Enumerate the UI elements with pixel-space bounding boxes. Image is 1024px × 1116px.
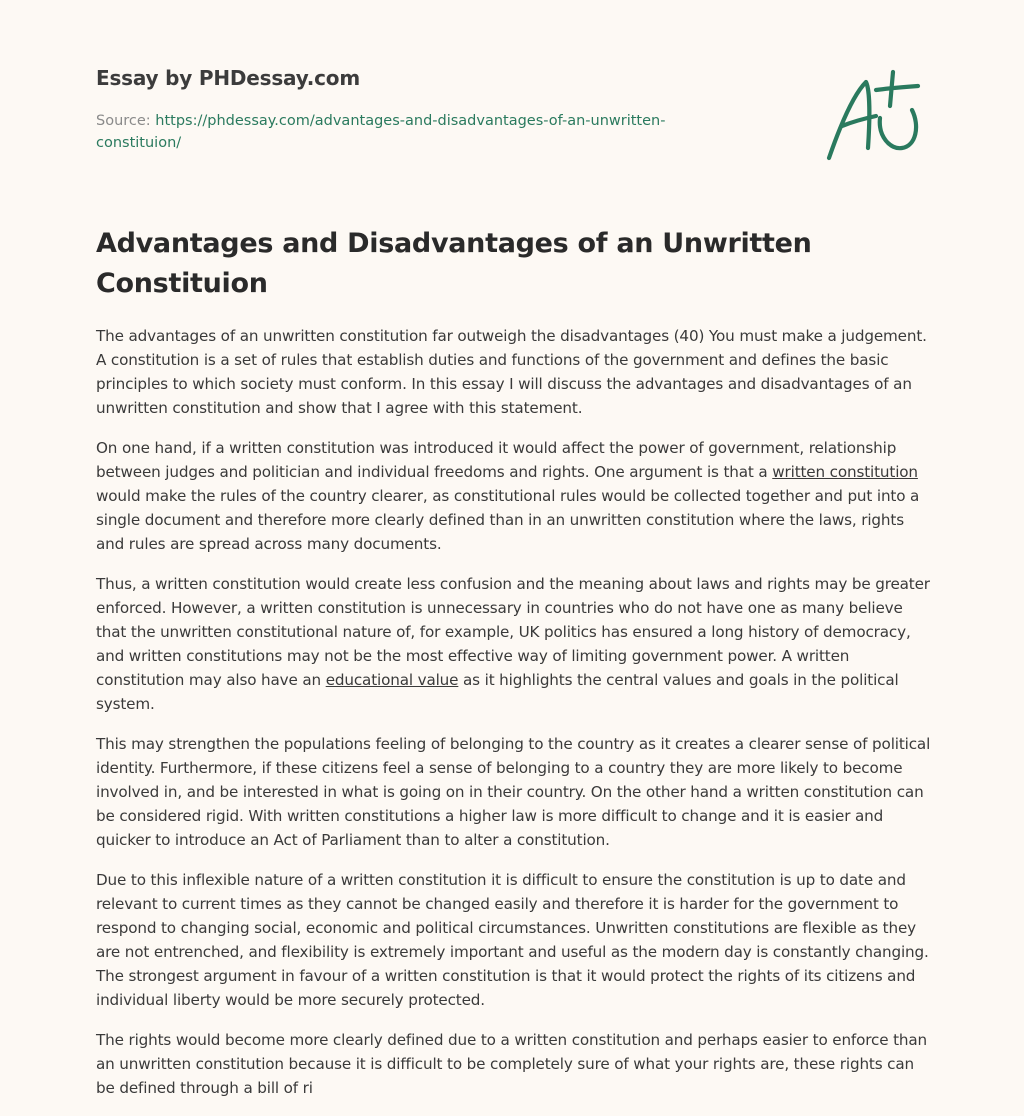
paragraph-3	[96, 572, 932, 716]
paragraph-text: On one hand, if a written constitution was introduced it would affect the power of government, relationship between judges and politician and individual freedoms and rights. One argument is that a	[96, 439, 897, 481]
educational-value-link[interactable]: educational value	[325, 671, 459, 689]
source-label: Source:	[96, 113, 156, 129]
paragraph-1: The advantages of an unwritten constitution far outweigh the disadvantages (40) You must make a judgement. A constitution is a set of rules that establish duties and functions of the government and defines the basic principles to which society must conform. In this essay I will discuss the advantages and disadvantages of an unwritten constitution and show that I agree with this statement.	[96, 327, 927, 417]
source-link[interactable]: https://phdessay.com/advantages-and-disadvantages-of-an-unwritten-constituion/	[96, 113, 666, 151]
paragraph-text: as it highlights the central values and goals in the political system.	[96, 671, 899, 713]
written-constitution-link[interactable]: written constitution	[772, 463, 918, 481]
paragraph-4: This may strengthen the populations feeling of belonging to the country as it creates a clearer sense of political identity. Furthermore, if these citizens feel a sense of belonging to a country they are more likely to become involved in, and be interested in what is going on in their country. On the other hand a written constitution can be considered rigid. With written constitutions a higher law is more difficult to change and it is easier and quicker to introduce an Act of Parliament than to alter a constitution.	[96, 735, 931, 849]
essay-title: Advantages and Disadvantages of an Unwritten Constituion	[96, 228, 812, 299]
paragraph-2	[96, 436, 932, 556]
source-line	[96, 110, 736, 154]
page-header	[96, 64, 736, 154]
paragraph-6: The rights would become more clearly defined due to a written constitution and perhaps easier to enforce than an unwritten constitution because it is difficult to be completely sure of what your rights are, these rights can be defined through a bill of ri	[96, 1031, 928, 1097]
site-brand: Essay by PHDessay.com	[96, 66, 360, 90]
paragraph-text: Thus, a written constitution would create less confusion and the meaning about laws and rights may be greater enforced. However, a written constitution is unnecessary in countries who do not have one as many believe that the unwritten constitutional nature of, for example, UK politics has ensured a long history of democracy, and written constitutions may not be the most effective way of limiting government power. A written constitution may also have an	[96, 575, 930, 689]
paragraph-text: would make the rules of the country clearer, as constitutional rules would be collected together and put into a single document and therefore more clearly defined than in an unwritten constitution where the laws, rights and rules are spread across many documents.	[96, 487, 920, 553]
a-plus-logo-icon	[818, 66, 930, 166]
essay-body	[96, 324, 932, 1116]
paragraph-5: Due to this inflexible nature of a written constitution it is difficult to ensure the constitution is up to date and relevant to current times as they cannot be changed easily and therefore it is harder for the government to respond to changing social, economic and political circumstances. Unwritten constitutions are flexible as they are not entrenched, and flexibility is extremely important and useful as the modern day is constantly changing. The strongest argument in favour of a written constitution is that it would protect the rights of its citizens and individual liberty would be more securely protected.	[96, 871, 929, 1009]
